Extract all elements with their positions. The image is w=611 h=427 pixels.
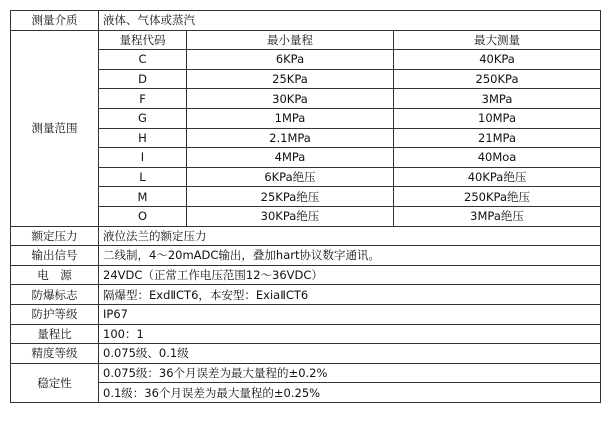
accuracy-row [11, 344, 601, 364]
accuracy-value: 0.075级、0.1级 [99, 344, 601, 364]
range-max: 3MPa绝压 [394, 206, 601, 226]
range-code: L [99, 167, 187, 187]
range-row [11, 148, 601, 168]
stability-line: 0.1级：36个月误差为最大量程的±0.25% [99, 383, 601, 403]
range-row [11, 206, 601, 226]
output-signal-label: 输出信号 [11, 246, 99, 266]
protection-label: 防护等级 [11, 304, 99, 324]
power-value: 24VDC（正常工作电压范围12～36VDC） [99, 265, 601, 285]
rated-pressure-label: 额定压力 [11, 226, 99, 246]
range-row [11, 187, 601, 207]
range-max: 40KPa [394, 50, 601, 70]
range-label: 测量范围 [11, 30, 99, 226]
stability-label: 稳定性 [11, 363, 99, 402]
range-row [11, 50, 601, 70]
range-code: I [99, 148, 187, 168]
output-signal-row [11, 246, 601, 266]
accuracy-label: 精度等级 [11, 344, 99, 364]
power-label: 电 源 [11, 265, 99, 285]
spec-table [10, 10, 601, 403]
explosion-proof-label: 防爆标志 [11, 285, 99, 305]
range-max: 21MPa [394, 128, 601, 148]
range-header-max: 最大测量 [394, 30, 601, 50]
range-code: D [99, 69, 187, 89]
protection-row [11, 304, 601, 324]
range-min: 2.1MPa [187, 128, 394, 148]
range-row [11, 167, 601, 187]
range-min: 4MPa [187, 148, 394, 168]
turndown-row [11, 324, 601, 344]
range-code: O [99, 206, 187, 226]
range-row [11, 128, 601, 148]
turndown-label: 量程比 [11, 324, 99, 344]
rated-pressure-row [11, 226, 601, 246]
turndown-value: 100：1 [99, 324, 601, 344]
range-max: 3MPa [394, 89, 601, 109]
stability-row [11, 363, 601, 383]
range-code: C [99, 50, 187, 70]
range-row [11, 69, 601, 89]
range-header-code: 量程代码 [99, 30, 187, 50]
range-code: H [99, 128, 187, 148]
explosion-proof-value: 隔爆型：ExdⅡCT6，本安型：ExiaⅡCT6 [99, 285, 601, 305]
output-signal-value: 二线制，4～20mADC输出，叠加hart协议数字通讯。 [99, 246, 601, 266]
range-min: 25KPa [187, 69, 394, 89]
range-min: 25KPa绝压 [187, 187, 394, 207]
range-max: 250KPa [394, 69, 601, 89]
explosion-proof-row [11, 285, 601, 305]
range-header-row [11, 30, 601, 50]
rated-pressure-value: 液位法兰的额定压力 [99, 226, 601, 246]
range-max: 40Moa [394, 148, 601, 168]
range-max: 40KPa绝压 [394, 167, 601, 187]
medium-label: 测量介质 [11, 11, 99, 31]
range-code: G [99, 108, 187, 128]
range-min: 6KPa绝压 [187, 167, 394, 187]
range-max: 10MPa [394, 108, 601, 128]
medium-row [11, 11, 601, 31]
range-min: 1MPa [187, 108, 394, 128]
medium-value: 液体、气体或蒸汽 [99, 11, 601, 31]
range-min: 30KPa绝压 [187, 206, 394, 226]
range-max: 250KPa绝压 [394, 187, 601, 207]
stability-line: 0.075级：36个月误差为最大量程的±0.2% [99, 363, 601, 383]
range-row [11, 108, 601, 128]
range-min: 30KPa [187, 89, 394, 109]
range-code: M [99, 187, 187, 207]
protection-value: IP67 [99, 304, 601, 324]
power-row [11, 265, 601, 285]
range-code: F [99, 89, 187, 109]
range-min: 6KPa [187, 50, 394, 70]
range-row [11, 89, 601, 109]
stability-row [11, 383, 601, 403]
range-header-min: 最小量程 [187, 30, 394, 50]
